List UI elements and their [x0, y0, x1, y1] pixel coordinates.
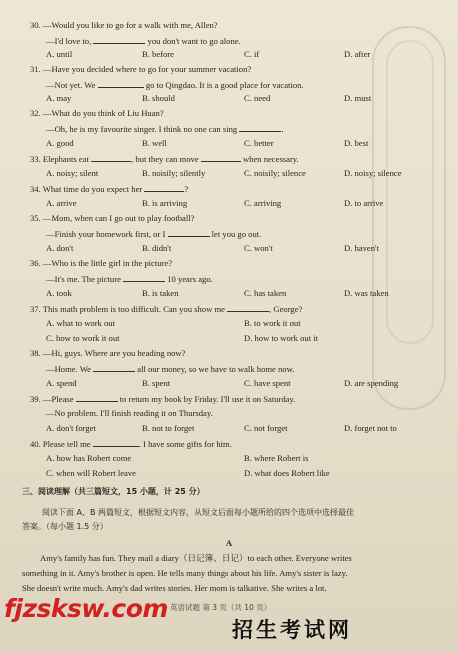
q38-option-b: B. spent	[142, 378, 171, 388]
question-36-stem: 36. —Who is the little girl in the picture?	[30, 258, 173, 268]
q32-option-c: C. better	[244, 138, 274, 148]
question-31-reply: —Not yet. We go to Qingdao. It is a good place for vacation.	[46, 80, 304, 90]
question-38-stem: 38. —Hi, guys. Where are you heading now?	[30, 348, 186, 358]
page-footer: 英语试题 第 3 页（共 10 页）	[170, 603, 272, 612]
q30-option-a: A. until	[46, 49, 73, 59]
question-32-stem: 32. —What do you think of Liu Huan?	[30, 108, 164, 118]
question-37-stem: 37. This math problem is too difficult. Can you show me , George?	[30, 304, 303, 314]
q38-option-d: D. are spending	[344, 378, 399, 388]
section-instruction-2: 答案。（每小题 1.5 分）	[22, 522, 108, 531]
q31-option-b: B. should	[142, 93, 175, 103]
decorative-frame-inner	[386, 40, 434, 344]
q35-option-a: A. don't	[46, 243, 74, 253]
passage-line-1: Amy's family has fun. They mail a diary（日记簿、日记）to each other. Everyone writes	[40, 553, 352, 563]
q40-option-c: C. when will Robert leave	[46, 468, 136, 478]
question-35-stem: 35. —Mom, when can I go out to play football?	[30, 213, 195, 223]
q40-option-a: A. how has Robert come	[46, 453, 132, 463]
q36-option-d: D. was taken	[344, 288, 389, 298]
passage-label: A	[225, 538, 233, 548]
question-40-stem: 40. Please tell me . I have some gifts for him.	[30, 439, 232, 449]
section-heading: 三、阅读理解（共三篇短文，15 小题，计 25 分）	[22, 487, 205, 496]
q31-option-c: C. need	[244, 93, 271, 103]
watermark-text: 招生考试网	[232, 618, 352, 642]
q34-option-d: D. to arrive	[344, 198, 384, 208]
q39-option-b: B. not to forget	[142, 423, 195, 433]
q33-option-d: D. noisy; silence	[344, 168, 402, 178]
q39-option-d: D. forget not to	[344, 423, 397, 433]
q35-option-b: B. didn't	[142, 243, 172, 253]
q37-option-a: A. what to work out	[46, 318, 115, 328]
q30-option-c: C. if	[244, 49, 260, 59]
q34-option-b: B. is arriving	[142, 198, 188, 208]
q32-option-d: D. best	[344, 138, 369, 148]
q34-option-c: C. arriving	[244, 198, 282, 208]
q39-option-a: A. don't forget	[46, 423, 96, 433]
q38-option-a: A. spend	[46, 378, 77, 388]
q30-option-b: B. before	[142, 49, 174, 59]
question-36-reply: —It's me. The picture 10 years ago.	[46, 274, 213, 284]
q36-option-b: B. is taken	[142, 288, 179, 298]
q40-option-d: D. what does Robert like	[244, 468, 330, 478]
q32-option-b: B. well	[142, 138, 167, 148]
passage-line-3: She doesn't write much. Amy's dad writes stories. Her mom is talkative. She writes a lot.	[22, 583, 327, 593]
question-34-stem: 34. What time do you expect her ?	[30, 184, 189, 194]
q33-option-c: C. noisily; silence	[244, 168, 306, 178]
q35-option-d: D. haven't	[344, 243, 379, 253]
passage-line-2: something in it. Amy's brother is open. He tells many things about his life. Amy's sister is lazy.	[22, 568, 348, 578]
q32-option-a: A. good	[46, 138, 74, 148]
question-30-reply: —I'd love to, you don't want to go alone.	[46, 36, 241, 46]
section-instruction-1: 阅读下面 A、B 两篇短文，根据短文内容，从短文后面每小题所给的四个选项中选择最佳	[42, 508, 355, 517]
q33-option-a: A. noisy; silent	[46, 168, 99, 178]
q30-option-d: D. after	[344, 49, 371, 59]
q36-option-a: A. took	[46, 288, 72, 298]
question-31-stem: 31. —Have you decided where to go for your summer vacation?	[30, 64, 252, 74]
question-33-stem: 33. Elephants eat , but they can move when necessary.	[30, 154, 299, 164]
q39-option-c: C. not forget	[244, 423, 288, 433]
q40-option-b: B. where Robert is	[244, 453, 309, 463]
q33-option-b: B. noisily; silently	[142, 168, 206, 178]
question-32-reply: —Oh, he is my favourite singer. I think no one can sing .	[46, 124, 284, 134]
question-38-reply: —Home. We all our money, so we have to walk home now.	[46, 364, 295, 374]
q31-option-a: A. may	[46, 93, 72, 103]
q31-option-d: D. must	[344, 93, 372, 103]
q37-option-b: B. to work it out	[244, 318, 301, 328]
q34-option-a: A. arrive	[46, 198, 77, 208]
question-39-stem: 39. —Please to return my book by Friday. I'll use it on Saturday.	[30, 394, 296, 404]
watermark-logo: fjzsksw.com	[4, 594, 168, 623]
q35-option-c: C. won't	[244, 243, 273, 253]
question-30-stem: 30. —Would you like to go for a walk with me, Allen?	[30, 20, 218, 30]
question-35-reply: —Finish your homework first, or I let you go out.	[46, 229, 262, 239]
q36-option-c: C. has taken	[244, 288, 287, 298]
q37-option-c: C. how to work it out	[46, 333, 120, 343]
q37-option-d: D. how to work out it	[244, 333, 318, 343]
question-39-reply: —No problem. I'll finish reading it on Thursday.	[46, 408, 213, 418]
q38-option-c: C. have spent	[244, 378, 291, 388]
